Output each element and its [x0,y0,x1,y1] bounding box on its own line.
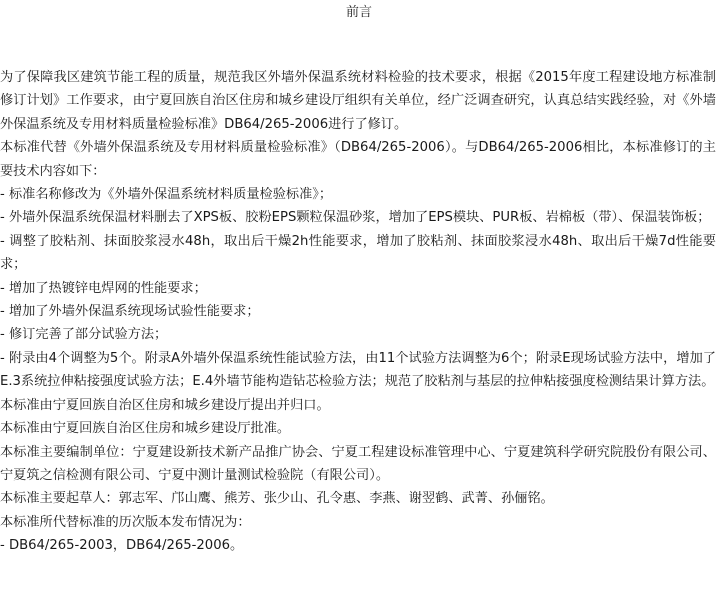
paragraph-history: 本标准所代替标准的历次版本发布情况为： [0,514,251,530]
list-item-adhesive: - 调整了胶粘剂、抹面胶浆浸水48h，取出后干燥2h性能要求，增加了胶粘剂、抹面胶浆浸水48h、取出后干燥7d性能要求； [0,233,716,273]
list-item-mesh: - 增加了热镀锌电焊网的性能要求； [0,280,207,296]
document-body [0,66,718,558]
paragraph-proposed: 本标准由宁夏回族自治区住房和城乡建设厅提出并归口。 [0,397,330,413]
list-item-appendix: - 附录由4个调整为5个。附录A外墙外保温系统性能试验方法，由11个试验方法调整为6个；附录E现场试验方法中，增加了E.3系统拉伸粘接强度试验方法；E.4外墙节能构造钻芯检验方法；规范了胶粘剂与基层的拉伸粘接强度检测结果计算方法。 [0,350,716,390]
list-item-rename: - 标准名称修改为《外墙外保温系统材料质量检验标准》； [0,187,333,203]
list-item-methods: - 修订完善了部分试验方法； [0,327,168,343]
list-item-insulation: - 外墙外保温系统保温材料删去了XPS板、胶粉EPS颗粒保温砂浆，增加了EPS模块、PUR板、岩棉板（带）、保温装饰板； [0,210,711,226]
paragraph-drafters: 本标准主要起草人：郭志军、邝山鹰、熊芳、张少山、孔令惠、李燕、谢翌鹤、武菁、孙俪铭。 [0,491,554,507]
list-item-field-test: - 增加了外墙外保温系统现场试验性能要求； [0,304,260,320]
paragraph-replacement: 本标准代替《外墙外保温系统及专用材料质量检验标准》（DB64/265-2006）。与DB64/265-2006相比，本标准修订的主要技术内容如下： [0,140,716,179]
paragraph-approved: 本标准由宁夏回族自治区住房和城乡建设厅批准。 [0,421,291,437]
paragraph-drafting-units: 本标准主要编制单位：宁夏建设新技术新产品推广协会、宁夏工程建设标准管理中心、宁夏建筑科学研究院股份有限公司、宁夏筑之信检测有限公司、宁夏中测计量测试检验院（有限公司）。 [0,444,716,483]
list-item-versions: - DB64/265-2003，DB64/265-2006。 [0,538,244,554]
paragraph-intro: 为了保障我区建筑节能工程的质量，规范我区外墙外保温系统材料检验的技术要求，根据《2015年度工程建设地方标准制修订计划》工作要求，由宁夏回族自治区住房和城乡建设厅组织有关单位，经广泛调查研究，认真总结实践经验，对《外墙外保温系统及专用材料质量检验标准》DB64/265-2006进行了修订。 [0,70,716,132]
page-title: 前言 [345,5,372,20]
